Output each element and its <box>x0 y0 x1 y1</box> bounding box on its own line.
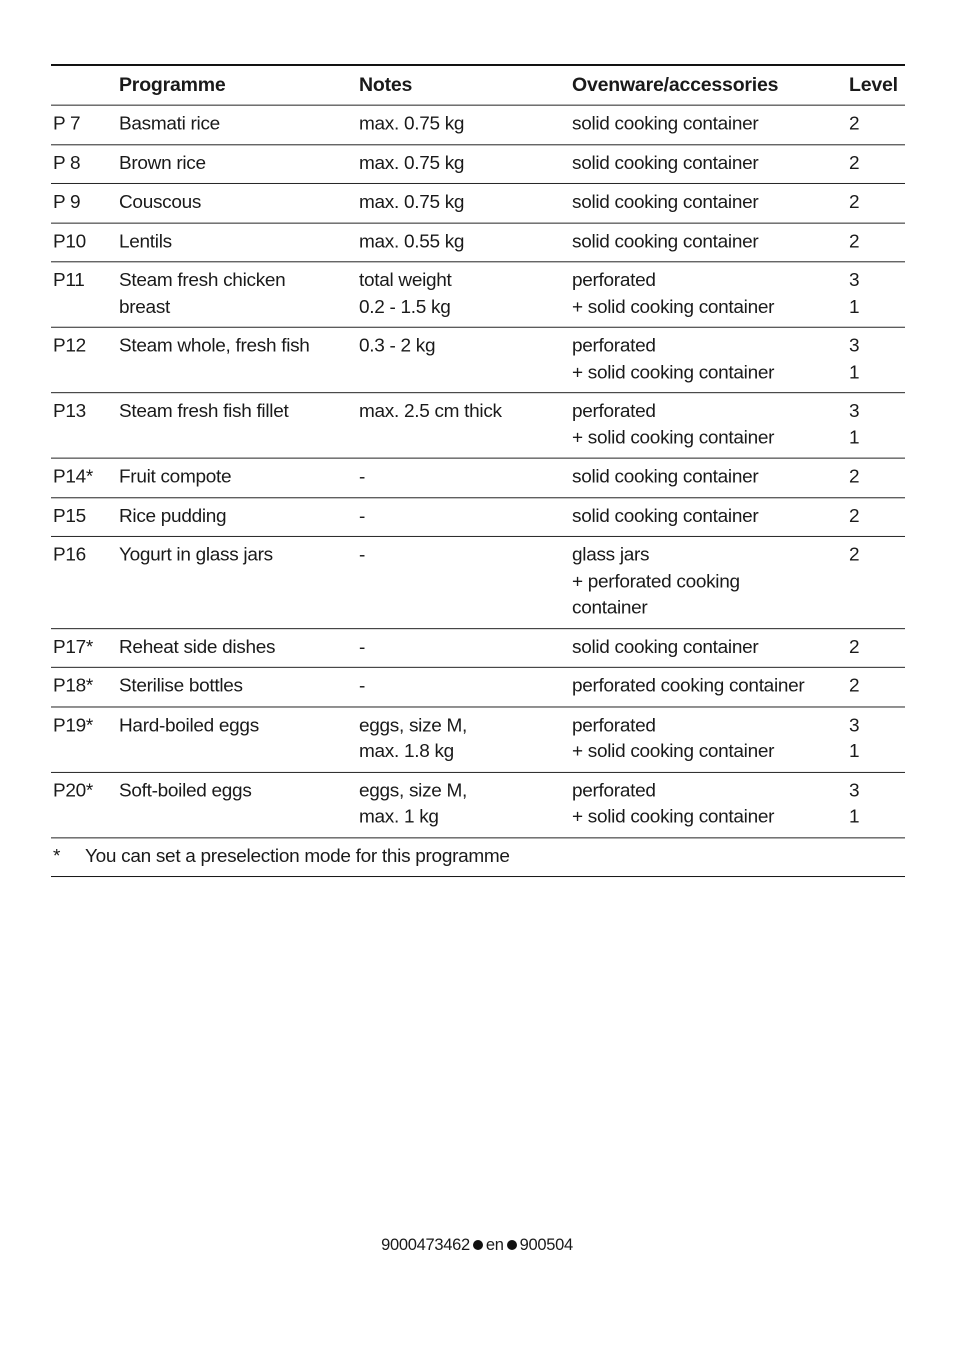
notes-cell <box>357 706 570 771</box>
ovenware-cell-line: perforated <box>572 714 656 736</box>
footnote-marker: * <box>53 845 61 867</box>
footnote-row <box>51 837 905 876</box>
bullet-dot-icon <box>473 1240 483 1250</box>
table-row <box>51 667 905 706</box>
notes-cell-line: max. 0.75 kg <box>359 152 465 174</box>
level-cell <box>847 223 905 262</box>
ovenware-cell <box>570 772 847 837</box>
footnote-cell <box>51 837 905 876</box>
level-cell <box>847 772 905 837</box>
level-cell <box>847 144 905 183</box>
programme-table <box>51 64 905 877</box>
level-cell-line: 2 <box>849 544 860 566</box>
programme-code-cell: P16 <box>51 536 117 628</box>
level-cell-line: 3 <box>849 714 860 736</box>
notes-cell <box>357 327 570 392</box>
level-cell-line: 2 <box>849 636 860 658</box>
ovenware-cell <box>570 105 847 144</box>
programme-name-cell-line: Lentils <box>119 231 172 252</box>
footnote-text: You can set a preselection mode for this programme <box>85 845 510 867</box>
ovenware-cell-line: glass jars <box>572 544 650 566</box>
level-cell-line: 2 <box>849 505 860 527</box>
notes-cell-line: - <box>359 675 366 697</box>
notes-cell <box>357 628 570 667</box>
level-cell <box>847 458 905 497</box>
programme-name-cell <box>117 223 357 262</box>
programme-code-cell: P12 <box>51 327 117 392</box>
notes-cell-line: 0.2 - 1.5 kg <box>359 296 451 318</box>
notes-cell-line: - <box>359 505 366 527</box>
programme-code-cell: P 9 <box>51 183 117 222</box>
programme-name-cell-line: Basmati rice <box>119 113 220 135</box>
ovenware-cell-line: + solid cooking container <box>572 806 775 828</box>
level-cell <box>847 628 905 667</box>
programme-code-cell: P20* <box>51 772 117 837</box>
programme-name-cell-line: Reheat side dishes <box>119 636 276 658</box>
programme-code-cell: P17* <box>51 628 117 667</box>
ovenware-cell <box>570 706 847 771</box>
programme-name-cell <box>117 772 357 837</box>
programme-code-cell: P18* <box>51 667 117 706</box>
table-row <box>51 393 905 458</box>
programme-name-cell <box>117 183 357 222</box>
programme-name-cell-line: Steam whole, fresh fish <box>119 335 310 357</box>
programme-code-cell: P10 <box>51 223 117 262</box>
programme-code-cell: P19* <box>51 706 117 771</box>
programme-code-cell: P13 <box>51 393 117 458</box>
level-cell <box>847 706 905 771</box>
level-cell <box>847 393 905 458</box>
notes-cell <box>357 223 570 262</box>
ovenware-cell-line: + solid cooking container <box>572 296 775 318</box>
level-cell <box>847 262 905 327</box>
header-ovenware: Ovenware/accessories <box>570 65 847 105</box>
programme-name-cell <box>117 105 357 144</box>
level-cell-line: 2 <box>849 113 860 135</box>
table-row <box>51 327 905 392</box>
table-row <box>51 772 905 837</box>
table-body <box>51 105 905 837</box>
programme-name-cell <box>117 393 357 458</box>
document-number: 9000473462 <box>381 1236 470 1254</box>
bullet-dot-icon <box>507 1240 517 1250</box>
ovenware-cell <box>570 536 847 628</box>
ovenware-cell <box>570 628 847 667</box>
programme-name-cell-line: Brown rice <box>119 152 206 174</box>
ovenware-cell-line: perforated <box>572 780 656 802</box>
table-row <box>51 105 905 144</box>
ovenware-cell-line: solid cooking container <box>572 113 759 135</box>
notes-cell <box>357 262 570 327</box>
ovenware-cell-line: solid cooking container <box>572 636 759 658</box>
table-row <box>51 223 905 262</box>
level-cell-line: 2 <box>849 152 860 174</box>
programme-table-container <box>51 64 905 884</box>
notes-cell <box>357 144 570 183</box>
ovenware-cell-line: solid cooking container <box>572 466 759 488</box>
programme-name-cell-line: Sterilise bottles <box>119 675 243 697</box>
table-row <box>51 497 905 536</box>
ovenware-cell-line: perforated <box>572 401 656 422</box>
level-cell-line: 2 <box>849 675 860 697</box>
notes-cell-line: total weight <box>359 270 452 292</box>
ovenware-cell <box>570 262 847 327</box>
programme-name-cell <box>117 144 357 183</box>
ovenware-cell <box>570 327 847 392</box>
programme-code-cell: P11 <box>51 262 117 327</box>
ovenware-cell <box>570 183 847 222</box>
table-row <box>51 536 905 628</box>
ovenware-cell-line: + solid cooking container <box>572 741 775 763</box>
programme-code-cell: P 8 <box>51 144 117 183</box>
level-cell-line: 1 <box>849 361 860 383</box>
ovenware-cell-line: perforated <box>572 270 656 292</box>
ovenware-cell-line: container <box>572 597 648 619</box>
notes-cell-line: - <box>359 544 366 566</box>
programme-code-cell: P15 <box>51 497 117 536</box>
programme-name-cell <box>117 327 357 392</box>
notes-cell <box>357 772 570 837</box>
table-header-row <box>51 65 905 105</box>
ovenware-cell-line: perforated <box>572 335 656 357</box>
ovenware-cell-line: perforated cooking container <box>572 675 805 697</box>
programme-name-cell <box>117 262 357 327</box>
programme-name-cell <box>117 536 357 628</box>
programme-name-cell-line: Soft-boiled eggs <box>119 780 252 802</box>
level-cell-line: 1 <box>849 427 860 449</box>
table-row <box>51 183 905 222</box>
level-cell <box>847 667 905 706</box>
ovenware-cell-line: solid cooking container <box>572 191 759 213</box>
ovenware-cell-line: solid cooking container <box>572 231 759 252</box>
level-cell-line: 1 <box>849 296 860 318</box>
ovenware-cell-line: solid cooking container <box>572 505 759 527</box>
ovenware-cell <box>570 223 847 262</box>
notes-cell-line: - <box>359 466 366 488</box>
notes-cell-line: max. 0.75 kg <box>359 191 465 213</box>
notes-cell <box>357 105 570 144</box>
programme-name-cell-line: breast <box>119 296 171 318</box>
ovenware-cell-line: solid cooking container <box>572 152 759 174</box>
level-cell-line: 1 <box>849 741 860 763</box>
notes-cell-line: - <box>359 636 366 658</box>
ovenware-cell-line: + solid cooking container <box>572 427 775 449</box>
ovenware-cell-line: + perforated cooking <box>572 571 740 592</box>
level-cell <box>847 105 905 144</box>
notes-cell-line: eggs, size M, <box>359 714 468 736</box>
table-row <box>51 628 905 667</box>
table-row <box>51 144 905 183</box>
level-cell-line: 2 <box>849 231 860 252</box>
header-notes: Notes <box>357 65 570 105</box>
ovenware-cell-line: + solid cooking container <box>572 361 775 383</box>
notes-cell-line: max. 0.55 kg <box>359 231 465 252</box>
table-row <box>51 458 905 497</box>
programme-name-cell-line: Rice pudding <box>119 505 227 527</box>
level-cell-line: 3 <box>849 270 860 292</box>
notes-cell <box>357 536 570 628</box>
programme-name-cell <box>117 497 357 536</box>
level-cell-line: 2 <box>849 191 860 213</box>
notes-cell <box>357 183 570 222</box>
notes-cell-line: 0.3 - 2 kg <box>359 335 436 357</box>
notes-cell-line: max. 1 kg <box>359 806 439 828</box>
level-cell-line: 3 <box>849 401 860 422</box>
programme-name-cell <box>117 458 357 497</box>
programme-name-cell <box>117 628 357 667</box>
notes-cell-line: max. 2.5 cm thick <box>359 401 502 422</box>
level-cell-line: 2 <box>849 466 860 488</box>
date-code: 900504 <box>519 1236 573 1254</box>
header-programme: Programme <box>117 65 357 105</box>
table-row <box>51 706 905 771</box>
level-cell <box>847 327 905 392</box>
ovenware-cell <box>570 458 847 497</box>
notes-cell <box>357 497 570 536</box>
level-cell-line: 1 <box>849 806 860 828</box>
ovenware-cell <box>570 144 847 183</box>
level-cell-line: 3 <box>849 335 860 357</box>
notes-cell <box>357 393 570 458</box>
programme-name-cell-line: Steam fresh fish fillet <box>119 401 289 422</box>
programme-name-cell <box>117 706 357 771</box>
level-cell-line: 3 <box>849 780 860 802</box>
header-level: Level <box>847 65 905 105</box>
notes-cell-line: max. 1.8 kg <box>359 741 454 763</box>
notes-cell-line: eggs, size M, <box>359 780 468 802</box>
programme-name-cell <box>117 667 357 706</box>
ovenware-cell <box>570 497 847 536</box>
level-cell <box>847 497 905 536</box>
programme-name-cell-line: Yogurt in glass jars <box>119 544 273 566</box>
ovenware-cell <box>570 393 847 458</box>
notes-cell <box>357 667 570 706</box>
language-code: en <box>485 1236 504 1254</box>
programme-name-cell-line: Fruit compote <box>119 466 232 488</box>
page-footer <box>0 1236 954 1255</box>
ovenware-cell <box>570 667 847 706</box>
level-cell <box>847 536 905 628</box>
programme-name-cell-line: Couscous <box>119 191 202 213</box>
table-row <box>51 262 905 327</box>
programme-name-cell-line: Hard-boiled eggs <box>119 714 259 736</box>
notes-cell-line: max. 0.75 kg <box>359 113 465 135</box>
notes-cell <box>357 458 570 497</box>
header-code <box>51 65 117 105</box>
programme-code-cell: P14* <box>51 458 117 497</box>
programme-code-cell: P 7 <box>51 105 117 144</box>
programme-name-cell-line: Steam fresh chicken <box>119 270 286 292</box>
level-cell <box>847 183 905 222</box>
